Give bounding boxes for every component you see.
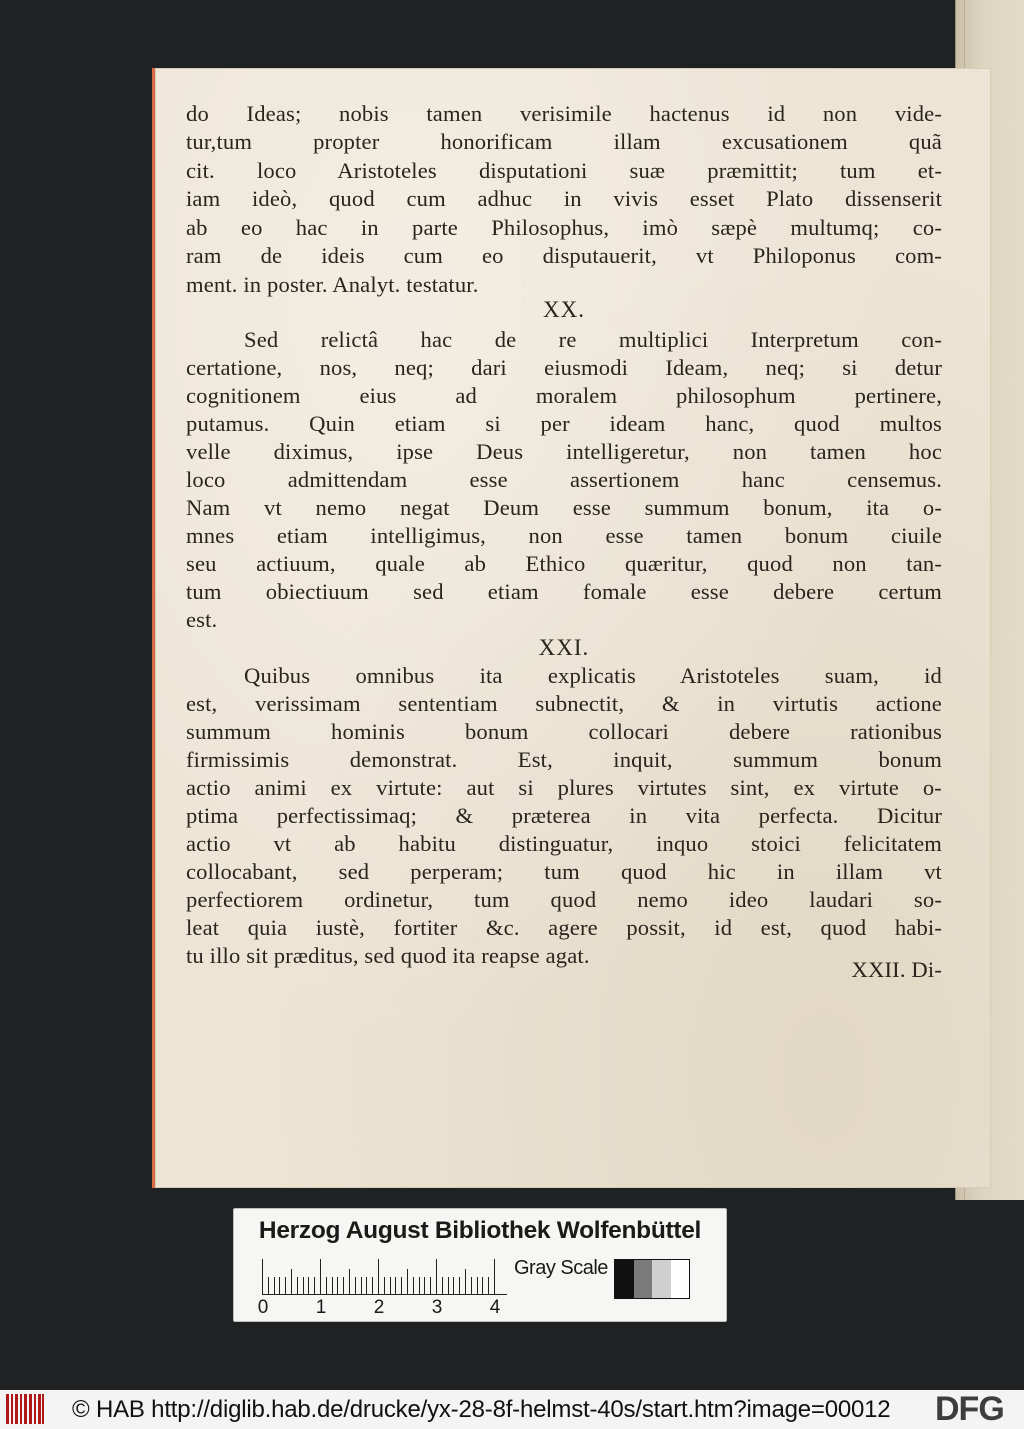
ruler-tick	[291, 1269, 292, 1295]
text-line: firmissimis demonstrat. Est, inquit, summum bonum	[186, 747, 942, 772]
ruler-tick	[448, 1277, 449, 1295]
hab-barcode-icon	[6, 1394, 46, 1424]
ruler-tick	[488, 1277, 489, 1295]
text-line: tum obiectiuum sed etiam fomale esse debere certum	[186, 579, 942, 604]
ruler-tick	[343, 1277, 344, 1295]
scale-ruler	[262, 1259, 507, 1295]
text-line: perfectiorem ordinetur, tum quod nemo ideo laudari so-	[186, 887, 942, 912]
ruler-tick	[494, 1259, 495, 1295]
catchword: XXII. Di-	[851, 957, 942, 982]
ruler-tick	[314, 1277, 315, 1295]
ruler-number: 3	[431, 1297, 443, 1318]
ruler-tick	[366, 1277, 367, 1295]
text-line: actio vt ab habitu distinguatur, inquo stoici felicitatem	[186, 831, 942, 856]
ruler-tick	[471, 1277, 472, 1295]
ruler-tick	[459, 1277, 460, 1295]
ruler-tick	[349, 1269, 350, 1295]
text-line: Quibus omnibus ita explicatis Aristoteles suam, id	[244, 663, 942, 688]
text-line: loco admittendam esse assertionem hanc censemus.	[186, 467, 942, 492]
text-line: tu illo sit præditus, sed quod ita reapse agat.	[186, 943, 590, 968]
text-line: collocabant, sed perperam; tum quod hic in illam vt	[186, 859, 942, 884]
ruler-tick	[465, 1269, 466, 1295]
footer-bar	[0, 1390, 1024, 1429]
text-line: ptima perfectissimaq; & præterea in vita perfecta. Dicitur	[186, 803, 942, 828]
ruler-tick	[355, 1277, 356, 1295]
text-line: Nam vt nemo negat Deum esse summum bonum, ita o-	[186, 495, 942, 520]
ruler-tick	[477, 1277, 478, 1295]
ruler-tick	[413, 1277, 414, 1295]
dfg-logo: DFG	[935, 1390, 1004, 1428]
text-line: summum hominis bonum collocari debere rationibus	[186, 719, 942, 744]
ruler-tick	[337, 1277, 338, 1295]
ruler-tick	[303, 1277, 304, 1295]
ruler-tick	[326, 1277, 327, 1295]
ruler-tick	[419, 1277, 420, 1295]
text-line: ab eo hac in parte Philosophus, imò sæpè multumq; co-	[186, 215, 942, 240]
ruler-tick	[442, 1277, 443, 1295]
text-line: Sed relictâ hac de re multiplici Interpretum con-	[244, 327, 942, 352]
text-line: cognitionem eius ad moralem philosophum pertinere,	[186, 383, 942, 408]
text-line: certatione, nos, neq; dari eiusmodi Ideam, neq; si detur	[186, 355, 942, 380]
ruler-number: 1	[315, 1297, 327, 1318]
gray-swatch	[671, 1260, 690, 1298]
ruler-tick	[407, 1269, 408, 1295]
text-line: cit. loco Aristoteles disputationi suæ præmittit; tum et-	[186, 158, 942, 183]
ruler-tick	[378, 1259, 379, 1295]
gray-scale-patch	[614, 1259, 690, 1299]
gray-swatch	[615, 1260, 634, 1298]
ruler-tick	[372, 1277, 373, 1295]
library-name: Herzog August Bibliothek Wolfenbüttel	[258, 1217, 702, 1244]
ruler-tick	[424, 1277, 425, 1295]
ruler-tick	[453, 1277, 454, 1295]
ruler-tick	[332, 1277, 333, 1295]
text-line: iam ideò, quod cum adhuc in vivis esset Plato dissenserit	[186, 186, 942, 211]
text-line: seu actiuum, quale ab Ethico quæritur, quod non tan-	[186, 551, 942, 576]
ruler-tick	[401, 1277, 402, 1295]
ruler-tick	[436, 1259, 437, 1295]
ruler-number: 2	[373, 1297, 385, 1318]
ruler-tick	[395, 1277, 396, 1295]
text-line: do Ideas; nobis tamen verisimile hactenus id non vide-	[186, 101, 942, 126]
ruler-tick	[285, 1277, 286, 1295]
gray-scale-label: Gray Scale	[514, 1257, 608, 1279]
text-line: est.	[186, 607, 218, 632]
text-line: actio animi ex virtute: aut si plures virtutes sint, ex virtute o-	[186, 775, 942, 800]
ruler-tick	[268, 1277, 269, 1295]
text-line: ram de ideis cum eo disputauerit, vt Philoponus com-	[186, 243, 942, 268]
gray-swatch	[652, 1260, 671, 1298]
text-line: mnes etiam intelligimus, non esse tamen bonum ciuile	[186, 523, 942, 548]
gray-swatch	[634, 1260, 653, 1298]
ruler-tick	[308, 1277, 309, 1295]
ruler-tick	[361, 1277, 362, 1295]
ruler-tick	[274, 1277, 275, 1295]
ruler-tick	[262, 1259, 263, 1295]
ruler-number: 4	[489, 1297, 501, 1318]
text-line: velle diximus, ipse Deus intelligeretur, non tamen hoc	[186, 439, 942, 464]
section-heading-xxi: XXI.	[538, 635, 590, 660]
text-line: est, verissimam sententiam subnectit, & in virtutis actione	[186, 691, 942, 716]
ruler-tick	[390, 1277, 391, 1295]
text-line: ment. in poster. Analyt. testatur.	[186, 272, 479, 297]
ruler-tick	[482, 1277, 483, 1295]
ruler-tick	[384, 1277, 385, 1295]
text-line: putamus. Quin etiam si per ideam hanc, quod multos	[186, 411, 942, 436]
copyright-url[interactable]: © HAB http://diglib.hab.de/drucke/yx-28-8f-helmst-40s/start.htm?image=00012	[72, 1396, 891, 1423]
ruler-tick	[320, 1259, 321, 1295]
ruler-number: 0	[257, 1297, 269, 1318]
text-line: tur,tum propter honorificam illam excusationem quã	[186, 129, 942, 154]
ruler-tick	[279, 1277, 280, 1295]
color-target-strip	[233, 1208, 727, 1322]
ruler-baseline	[262, 1294, 507, 1295]
section-heading-xx: XX.	[543, 297, 585, 322]
ruler-tick	[430, 1277, 431, 1295]
ruler-tick	[297, 1277, 298, 1295]
text-line: leat quia iustè, fortiter &c. agere possit, id est, quod habi-	[186, 915, 942, 940]
